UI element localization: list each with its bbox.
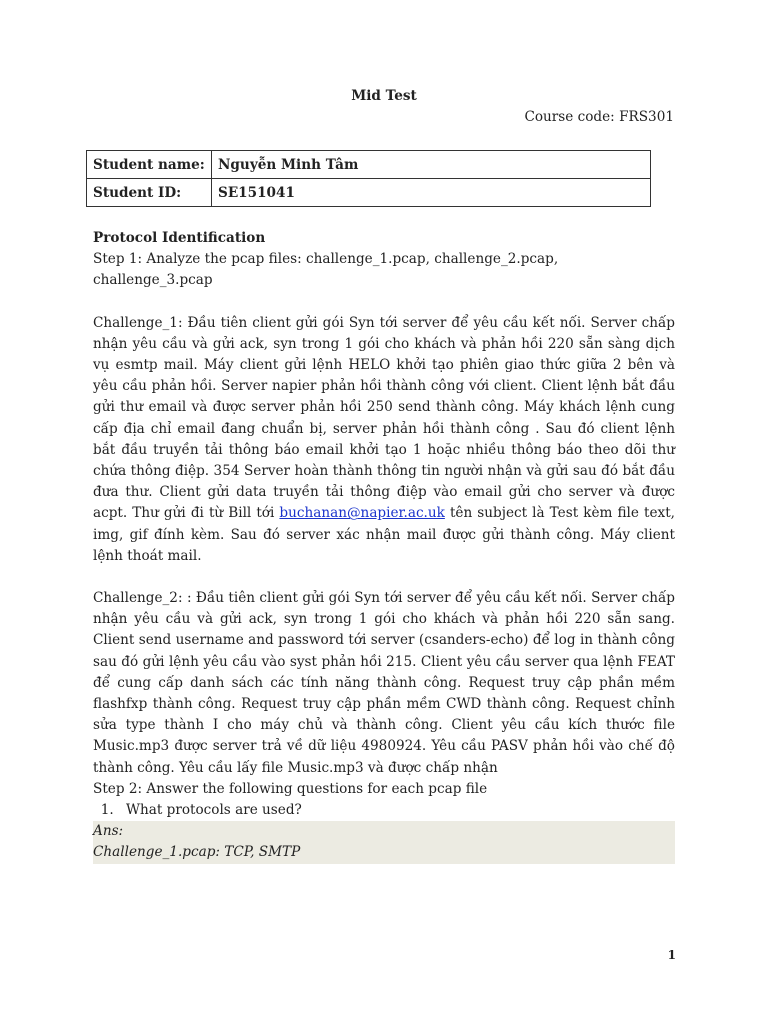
course-code: Course code: FRS301 [524,109,674,125]
document-body [93,228,675,864]
table-row [87,151,651,179]
page-title: Mid Test [351,88,417,104]
student-name-label: Student name: [87,151,212,179]
student-id-value: SE151041 [212,179,651,207]
challenge-1-text: Challenge_1: Đầu tiên client gửi gói Syn tới server để yêu cầu kết nối. Server chấp nhận yêu cầu và gửi ack, syn trong 1 gói cho khách và phản hồi 220 sẵn sàng dịch vụ esmtp mail. Máy client gửi lệnh HELO khởi tạo phiên giao thức giữa 2 bên và yêu cầu phản hồi. Server napier phản hồi thành công với client. Client lệnh bắt đầu gửi thư email và được server phản hồi 250 send thành công. Máy khách lệnh cung cấp địa chỉ email đang chuẩn bị, server phản hồi thành công . Sau đó client lệnh bắt đầu truyền tải thông báo email khởi tạo 1 hoặc nhiều thông báo theo dõi thư chứa thông điệp. 354 Server hoàn thành thông tin người nhận và gửi sau đó bắt đầu đưa thư. Client gửi data truyền tải thông điệp vào email gửi cho server và được acpt. Thư gửi đi từ Bill tới [93,314,675,522]
question-item: 1. What protocols are used? [118,800,675,821]
answer-box [93,821,675,863]
student-info-table [86,150,651,207]
step-2-text: Step 2: Answer the following questions for each pcap file [93,780,488,797]
challenge-1-paragraph [93,313,675,567]
student-name-value: Nguyễn Minh Tâm [212,151,651,179]
table-row [87,179,651,207]
step-1-text: Step 1: Analyze the pcap files: challenge_1.pcap, challenge_2.pcap, challenge_3.pcap [93,251,559,289]
page-number: 1 [667,948,676,962]
answer-line: Challenge_1.pcap: TCP, SMTP [93,844,301,861]
student-id-label: Student ID: [87,179,212,207]
answer-label: Ans: [93,823,124,840]
email-link[interactable]: buchanan@napier.ac.uk [279,505,445,522]
challenge-2-paragraph: Challenge_2: : Đầu tiên client gửi gói Syn tới server để yêu cầu kết nối. Server chấp nhận yêu cầu và gửi ack, syn trong 1 gói cho khách và phản hồi 220 sẵn sang. Client send username and password tới server (csanders-echo) để log in thành công sau đó gửi lệnh yêu cầu vào syst phản hồi 215. Client yêu cầu server qua lệnh FEAT để cung cấp danh sách các tính năng thành công. Request truy cập phần mềm flashfxp thành công. Request truy cập phần mềm CWD thành công. Request chỉnh sửa type thành I cho máy chủ và thành công. Client yêu cầu kích thước file Music.mp3 được server trả về dữ liệu 4980924. Yêu cầu PASV phản hồi vào chế độ thành công. Yêu cầu lấy file Music.mp3 và được chấp nhận [93,590,675,776]
challenge-1-tail: tên subject là Test kèm file text, img, gif đính kèm. Sau đó server xác nhận mail được gửi thành công. Máy client lệnh thoát mail. [93,505,675,564]
section-heading: Protocol Identification [93,230,266,246]
question-list [93,800,675,821]
